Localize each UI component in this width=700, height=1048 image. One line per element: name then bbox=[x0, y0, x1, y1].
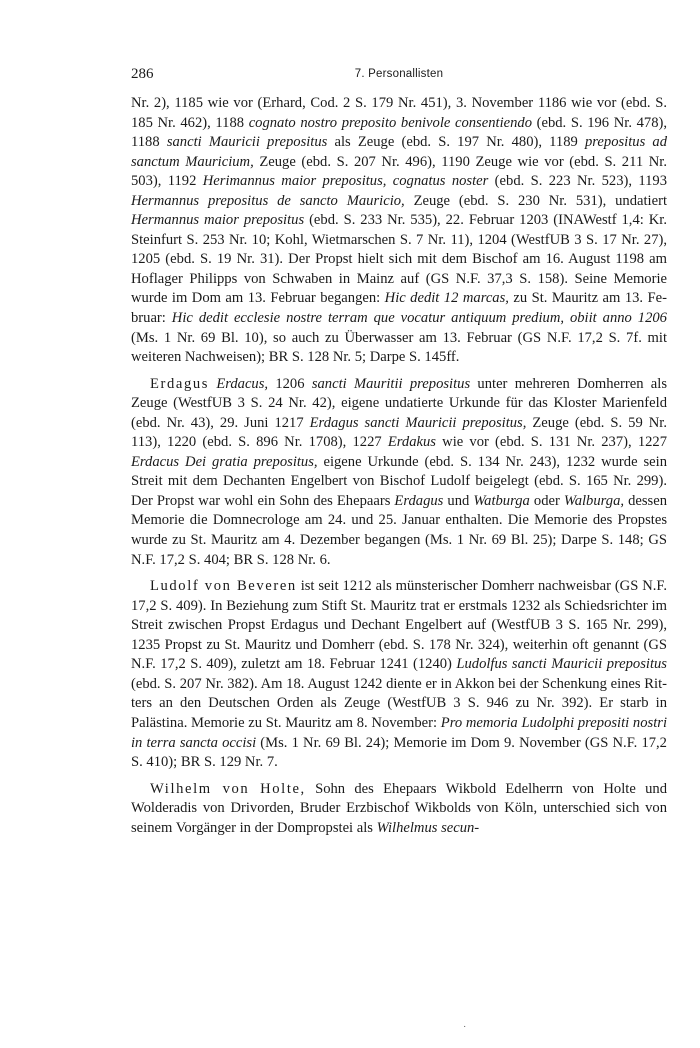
stray-mark: ˙ bbox=[463, 1025, 467, 1036]
latin-quote: Erdagus sancti Mauricii prepositus, bbox=[309, 414, 527, 431]
latin-quote: Herimannus maior prepositus, cognatus noster bbox=[202, 173, 489, 190]
latin-quote: sancti Mauritii prepositus bbox=[311, 375, 471, 392]
text-run: (ebd. S. 196 Nr. 478), 1188 bbox=[131, 114, 667, 151]
text-run: eigene Urkunde (ebd. S. 134 Nr. 243), 1232 wurde sein Streit mit dem Dechanten Engelbert von Bischof Ludolf beigelegt (ebd. S. 165 Nr. 299). Der Propst war wohl ein Sohn des Ehepaars bbox=[131, 453, 667, 509]
continuation-paragraph bbox=[131, 94, 667, 368]
text-run: Zeuge (ebd. S. 59 Nr. 113), 1220 (ebd. S. 896 Nr. 1708), 1227 bbox=[131, 414, 667, 451]
latin-quote: Watburga bbox=[473, 492, 530, 509]
text-run: (ebd. S. 207 Nr. 382). Am 18. August 1242 diente er in Akkon bei der Schenkung eines Ritters an den Deutschen Orden als Zeuge (WestfUB 3 S. 946 zu Nr. 392). Er starb in Palästina. Memorie zu St. Mauritz am 8. November: bbox=[131, 675, 667, 731]
text-run: Zeuge (ebd. S. 207 Nr. 496), 1190 Zeuge wie vor (ebd. S. 211 Nr. 503), 1192 bbox=[131, 153, 667, 190]
latin-quote: Erdacus, bbox=[216, 375, 269, 392]
text-run: ist seit 1212 als münsterischer Domherr nachweisbar (GS N.F. 17,2 S. 409). In Beziehung zum Stift St. Mauritz trat er erstmals 1232 als Schiedsrichter im Streit zwischen Propst Erdagus und Dechant Engelbert auf (WestfUB 3 S. 165 Nr. 299), 1235 Propst zu St. Mauritz und Domherr (ebd. S. 178 Nr. 324), weiterhin oft genannt (GS N.F. 17,2 S. 409), zuletzt am 18. Februar 1241 (1240) bbox=[131, 578, 667, 673]
text-run: (ebd. S. 223 Nr. 523), 1193 bbox=[488, 173, 667, 190]
latin-quote: Pro memoria Ludolphi prepositi nostri in terra sancta occisi bbox=[131, 714, 667, 751]
text-run: und bbox=[443, 492, 474, 509]
page-header bbox=[131, 64, 667, 86]
text-run: unter mehreren Domherren als Zeuge (WestfUB 3 S. 24 Nr. 42), eigene undatierte Urkunde für das Kloster Marienfeld (ebd. Nr. 43), 29. Juni 1217 bbox=[131, 375, 668, 431]
latin-quote: Erdacus Dei gratia prepositus, bbox=[131, 453, 318, 470]
entry-paragraph bbox=[131, 375, 667, 570]
text-run: zu St. Mauritz am 13. Februar: bbox=[131, 290, 667, 327]
body-text bbox=[131, 94, 667, 838]
entry-name: Erdagus bbox=[150, 375, 210, 392]
text-run: (Ms. 1 Nr. 69 Bl. 10), so auch zu Überwasser am 13. Februar (GS N.F. 17,2 S. 7f. mit weiteren Nachweisen); BR S. 128 Nr. 5; Darpe S. 145ff. bbox=[131, 329, 667, 366]
text-run: Sohn des Ehepaars Wikbold Edelherrn von Holte und Wolderadis von Drivorden, Bruder Erzbischof Wikbolds von Köln, unterschied sich von seinem Vorgänger in der Dompropstei als bbox=[131, 780, 667, 836]
page-number: 286 bbox=[131, 66, 154, 82]
text-run: Nr. 2), 1185 wie vor (Erhard, Cod. 2 S. 179 Nr. 451), 3. November 1186 wie vor (ebd. S. 185 Nr. 462), 1188 bbox=[131, 95, 667, 131]
text-run: oder bbox=[529, 492, 564, 509]
latin-quote: prepositus ad sanctum Mauricium, bbox=[131, 134, 668, 170]
entry-paragraph bbox=[131, 780, 667, 839]
text-run: (ebd. S. 233 Nr. 535), 22. Februar 1203 (INAWestf 1,4: Kr. Steinfurt S. 253 Nr. 10; Kohl, Wietmarschen S. 7 Nr. 11), 1204 (WestfUB 3 S. 17 Nr. 27), 1205 (ebd. S. 19 Nr. 31). Der Propst hielt sich mit dem Bischof am 16. August 1198 am Hoflager Philipps von Schwaben in Mainz auf (GS N.F. 37,3 S. 158). Seine Memorie wurde im Dom am 13. Februar begangen: bbox=[131, 212, 667, 307]
entry-paragraph bbox=[131, 577, 667, 772]
text-run: dessen Memorie die Domnecrologe am 24. und 25. Januar enthalten. Die Memorie des Propstes wurde zu St. Mauritz am 4. Dezember begangen (Ms. 1 Nr. 69 Bl. 25); Darpe S. 148; GS N.F. 17,2 S. 404; BR S. 128 Nr. 6. bbox=[131, 492, 668, 568]
latin-quote: Erdakus bbox=[387, 434, 436, 451]
text-run: wie vor (ebd. S. 131 Nr. 237), 1227 bbox=[435, 434, 668, 451]
latin-quote: cognato nostro preposito benivole consentiendo bbox=[248, 114, 532, 131]
text-run: Zeuge (ebd. S. 230 Nr. 531), undatiert bbox=[404, 192, 668, 209]
text-run: (Ms. 1 Nr. 69 Bl. 24); Memorie im Dom 9. November (GS N.F. 17,2 S. 410); BR S. 129 Nr. 7. bbox=[131, 734, 667, 771]
entry-name: Ludolf von Beveren bbox=[150, 578, 297, 595]
latin-quote: Wilhelmus secun- bbox=[376, 819, 480, 836]
running-title: 7. Personallisten bbox=[354, 68, 444, 80]
latin-quote: Hermannus prepositus de sancto Mauricio, bbox=[131, 192, 405, 209]
latin-quote: Hic dedit ecclesie nostre terram que vocatur antiquum predium, obiit anno 1206 bbox=[171, 310, 667, 327]
latin-quote: Hermannus maior prepositus bbox=[131, 212, 305, 229]
latin-quote: Walburga, bbox=[563, 492, 625, 509]
entry-name: Wilhelm von Holte, bbox=[150, 780, 306, 797]
latin-quote: Hic dedit 12 marcas, bbox=[384, 290, 509, 307]
text-run: 1206 bbox=[268, 375, 312, 392]
latin-quote: sancti Mauricii prepositus bbox=[166, 134, 328, 151]
latin-quote: Ludolfus sancti Mauricii prepositus bbox=[456, 656, 667, 673]
latin-quote: Erdagus bbox=[394, 492, 444, 509]
text-run: als Zeuge (ebd. S. 197 Nr. 480), 1189 bbox=[327, 134, 585, 151]
